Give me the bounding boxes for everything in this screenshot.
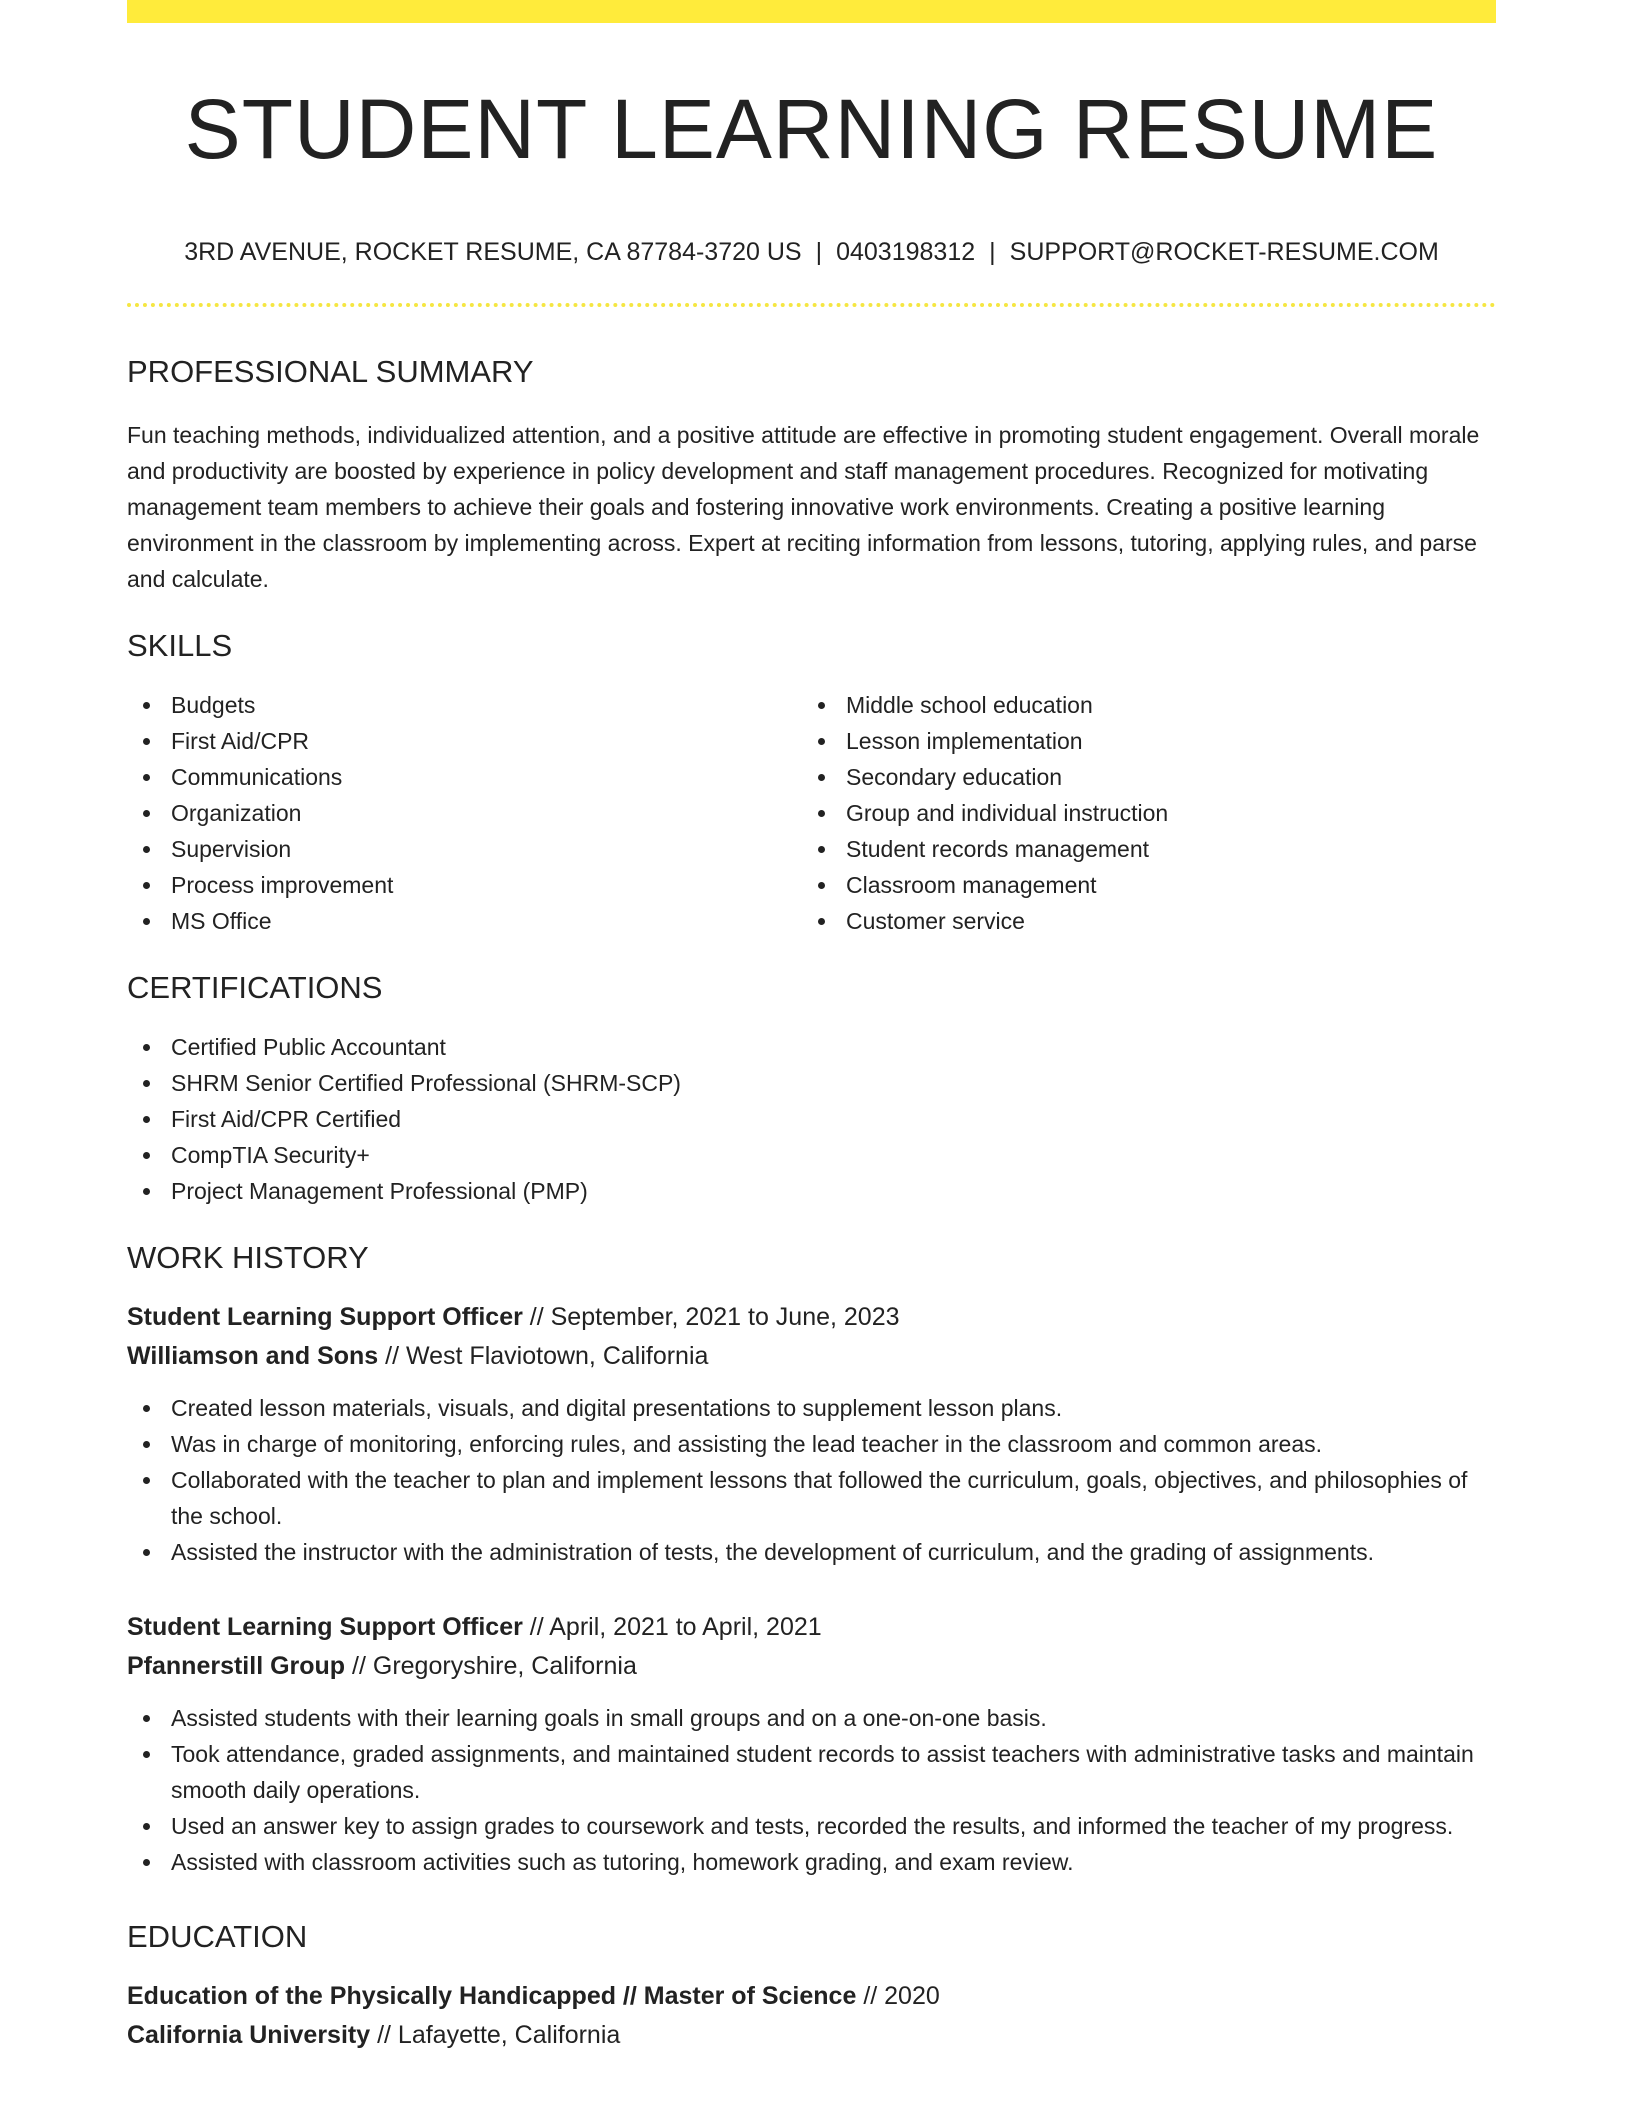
job-bullet: Took attendance, graded assignments, and maintained student records to assist teachers with administrative tasks and maintain smooth daily operations. xyxy=(127,1736,1496,1808)
school-line xyxy=(127,2016,1496,2055)
job-title: Student Learning Support Officer xyxy=(127,1613,523,1642)
skill-item: First Aid/CPR xyxy=(127,723,802,759)
skill-item: Lesson implementation xyxy=(802,723,1477,759)
dotted-divider xyxy=(127,303,1496,307)
contact-line xyxy=(127,237,1496,267)
job-company: Williamson and Sons xyxy=(127,1342,379,1371)
job-entry xyxy=(127,1608,1496,1880)
job-entry xyxy=(127,1298,1496,1570)
phone: 0403198312 xyxy=(836,238,976,267)
job-bullet: Collaborated with the teacher to plan and implement lessons that followed the curriculum, goals, objectives, and philosophies of the school. xyxy=(127,1462,1496,1534)
certifications-section xyxy=(127,969,1496,1209)
summary-text: Fun teaching methods, individualized attention, and a positive attitude are effective in promoting student engagement. Overall morale and productivity are boosted by experience in policy development and staff management procedures. Recognized for motivating management team members to achieve their goals and fostering innovative work environments. Creating a positive learning environment in the classroom by implementing across. Expert at reciting information from lessons, tutoring, applying rules, and parse and calculate. xyxy=(127,421,1480,592)
certification-item: Project Management Professional (PMP) xyxy=(127,1173,1496,1209)
skill-item: Customer service xyxy=(802,903,1477,939)
skills-list-left xyxy=(127,687,802,939)
certification-item: CompTIA Security+ xyxy=(127,1137,1496,1173)
accent-top-bar xyxy=(127,0,1496,23)
job-company-line xyxy=(127,1337,1496,1376)
resume-page xyxy=(127,0,1496,2055)
job-bullet: Created lesson materials, visuals, and digital presentations to supplement lesson plans. xyxy=(127,1390,1496,1426)
skills-list-right xyxy=(802,687,1477,939)
school-location: // Lafayette, California xyxy=(377,2021,621,2050)
job-bullet: Assisted with classroom activities such as tutoring, homework grading, and exam review. xyxy=(127,1844,1496,1880)
job-company-line xyxy=(127,1647,1496,1686)
certification-item: SHRM Senior Certified Professional (SHRM-SCP) xyxy=(127,1065,1496,1101)
job-title-line xyxy=(127,1608,1496,1647)
work-history-heading: WORK HISTORY xyxy=(127,1239,369,1275)
job-title: Student Learning Support Officer xyxy=(127,1303,523,1332)
job-bullet: Used an answer key to assign grades to coursework and tests, recorded the results, and informed the teacher of my progress. xyxy=(127,1808,1496,1844)
skill-item: Budgets xyxy=(127,687,802,723)
job-bullet: Assisted students with their learning goals in small groups and on a one-on-one basis. xyxy=(127,1700,1496,1736)
education-section xyxy=(127,1918,1496,2055)
job-company: Pfannerstill Group xyxy=(127,1652,346,1681)
job-bullets xyxy=(127,1700,1496,1880)
job-bullets xyxy=(127,1390,1496,1570)
skill-item: Organization xyxy=(127,795,802,831)
job-location: // Gregoryshire, California xyxy=(352,1652,637,1681)
job-dates: // September, 2021 to June, 2023 xyxy=(529,1303,900,1332)
job-title-line xyxy=(127,1298,1496,1337)
skills-heading: SKILLS xyxy=(127,627,233,663)
address: 3RD AVENUE, ROCKET RESUME, CA 87784-3720 US xyxy=(184,238,802,267)
job-location: // West Flaviotown, California xyxy=(385,1342,709,1371)
certifications-heading: CERTIFICATIONS xyxy=(127,969,383,1005)
degree-line xyxy=(127,1977,1496,2016)
resume-title: STUDENT LEARNING RESUME xyxy=(184,82,1439,176)
skills-section xyxy=(127,627,1496,939)
work-history-section xyxy=(127,1239,1496,1880)
skill-item: Middle school education xyxy=(802,687,1477,723)
separator: | xyxy=(815,238,823,267)
skill-item: Classroom management xyxy=(802,867,1477,903)
skill-item: Group and individual instruction xyxy=(802,795,1477,831)
summary-section xyxy=(127,353,1496,596)
email-link[interactable]: SUPPORT@ROCKET-RESUME.COM xyxy=(1009,238,1439,267)
job-dates: // April, 2021 to April, 2021 xyxy=(529,1613,822,1642)
job-bullet: Was in charge of monitoring, enforcing rules, and assisting the lead teacher in the classroom and common areas. xyxy=(127,1426,1496,1462)
summary-heading: PROFESSIONAL SUMMARY xyxy=(127,354,534,390)
school: California University xyxy=(127,2021,371,2050)
certification-item: First Aid/CPR Certified xyxy=(127,1101,1496,1137)
skill-item: Supervision xyxy=(127,831,802,867)
degree: Education of the Physically Handicapped // Master of Science xyxy=(127,1982,857,2011)
job-bullet: Assisted the instructor with the administration of tests, the development of curriculum, and the grading of assignments. xyxy=(127,1534,1496,1570)
separator: | xyxy=(989,238,996,267)
skills-columns xyxy=(127,687,1496,939)
graduation-year: // 2020 xyxy=(863,1982,940,2011)
education-heading: EDUCATION xyxy=(127,1919,308,1955)
skill-item: Process improvement xyxy=(127,867,802,903)
skill-item: Secondary education xyxy=(802,759,1477,795)
skill-item: MS Office xyxy=(127,903,802,939)
skill-item: Communications xyxy=(127,759,802,795)
certifications-list xyxy=(127,1029,1496,1209)
skill-item: Student records management xyxy=(802,831,1477,867)
certification-item: Certified Public Accountant xyxy=(127,1029,1496,1065)
education-entry xyxy=(127,1977,1496,2055)
